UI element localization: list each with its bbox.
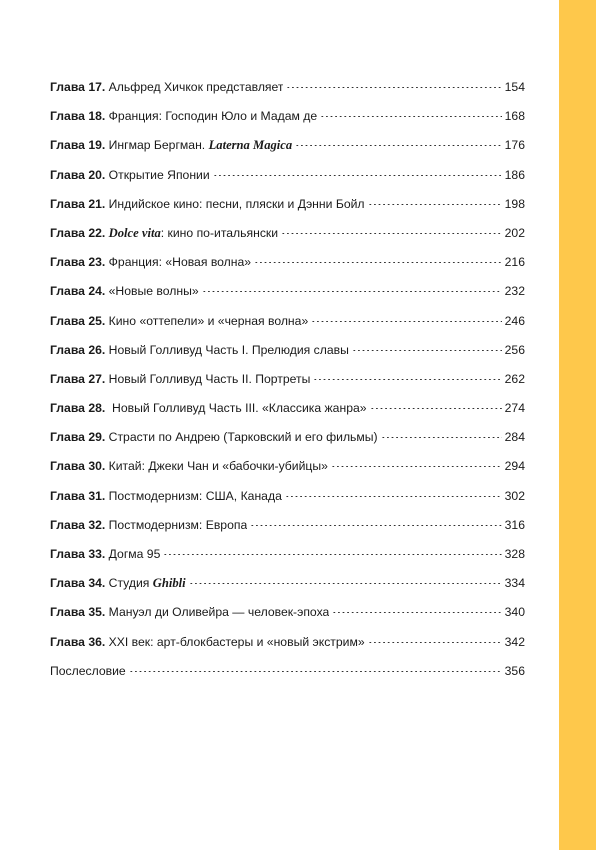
dot-leader bbox=[189, 583, 502, 584]
page-number: 256 bbox=[504, 342, 525, 357]
page-number: 356 bbox=[504, 663, 525, 678]
chapter-title: Послесловие bbox=[50, 663, 126, 678]
dot-leader bbox=[311, 321, 501, 322]
toc-entry-label bbox=[50, 336, 349, 365]
chapter-title: Догма 95 bbox=[105, 547, 161, 561]
toc-entry bbox=[50, 657, 525, 686]
toc-entry-label bbox=[50, 569, 186, 598]
chapter-number: Глава 20. bbox=[50, 167, 106, 182]
toc-entry bbox=[50, 452, 525, 481]
chapter-title: Франция: «Новая волна» bbox=[105, 255, 252, 270]
page-number: 186 bbox=[504, 167, 525, 182]
chapter-number: Глава 35. bbox=[50, 605, 106, 620]
toc-entry bbox=[50, 540, 525, 569]
chapter-number: Глава 34. bbox=[50, 576, 106, 591]
chapter-number: Глава 30. bbox=[50, 459, 106, 474]
table-of-contents bbox=[50, 73, 525, 686]
page-number: 316 bbox=[504, 517, 525, 532]
dot-leader bbox=[331, 466, 502, 467]
toc-entry bbox=[50, 277, 525, 306]
chapter-number: Глава 22. bbox=[50, 225, 106, 240]
page-number: 176 bbox=[504, 138, 525, 153]
toc-entry bbox=[50, 569, 525, 598]
chapter-title: Новый Голливуд Часть III. «Классика жанра» bbox=[105, 401, 367, 416]
chapter-number: Глава 31. bbox=[50, 488, 106, 503]
chapter-title: Постмодернизм: Европа bbox=[105, 517, 248, 532]
dot-leader bbox=[285, 496, 502, 497]
toc-entry-label bbox=[50, 190, 365, 219]
toc-entry bbox=[50, 598, 525, 627]
toc-entry bbox=[50, 628, 525, 657]
dot-leader bbox=[368, 204, 502, 205]
toc-entry bbox=[50, 482, 525, 511]
toc-entry-label bbox=[50, 102, 317, 131]
toc-entry bbox=[50, 365, 525, 394]
toc-entry-label bbox=[50, 307, 308, 336]
chapter-number: Глава 33. bbox=[50, 547, 106, 561]
toc-entry-label bbox=[50, 452, 328, 481]
toc-entry bbox=[50, 248, 525, 277]
page-number: 246 bbox=[504, 313, 525, 328]
toc-entry bbox=[50, 423, 525, 452]
page-number: 198 bbox=[504, 196, 525, 211]
chapter-title: Новый Голливуд Часть I. Прелюдия славы bbox=[105, 342, 349, 357]
page-number: 284 bbox=[504, 430, 525, 445]
chapter-title: : кино по-итальянски bbox=[160, 225, 279, 240]
toc-entry-label bbox=[50, 365, 310, 394]
toc-entry bbox=[50, 190, 525, 219]
chapter-title: Франция: Господин Юло и Мадам де bbox=[105, 109, 318, 124]
chapter-title: Мануэл ди Оливейра — человек-эпоха bbox=[105, 605, 330, 620]
page-number: 274 bbox=[504, 401, 525, 416]
toc-entry-label bbox=[50, 598, 329, 627]
toc-entry bbox=[50, 307, 525, 336]
chapter-title: Ингмар Бергман. bbox=[105, 138, 209, 153]
page-number: 294 bbox=[504, 459, 525, 474]
dot-leader bbox=[163, 554, 501, 555]
chapter-title-emphasis: Ghibli bbox=[152, 576, 186, 591]
chapter-title: Новый Голливуд Часть II. Портреты bbox=[105, 371, 311, 386]
accent-stripe bbox=[559, 0, 596, 850]
chapter-title: XXI век: арт-блокбастеры и «новый экстрим» bbox=[105, 634, 365, 649]
page-number: 334 bbox=[504, 576, 525, 591]
chapter-title-emphasis: Laterna Magica bbox=[208, 138, 293, 153]
toc-entry-label bbox=[50, 219, 278, 248]
dot-leader bbox=[129, 671, 502, 672]
chapter-title: Открытие Японии bbox=[105, 167, 210, 182]
chapter-title-emphasis: Dolce vita bbox=[108, 225, 161, 240]
toc-entry-label bbox=[50, 628, 365, 657]
dot-leader bbox=[202, 291, 502, 292]
toc-entry bbox=[50, 219, 525, 248]
chapter-title: Студия bbox=[105, 576, 153, 591]
toc-entry-label bbox=[50, 540, 160, 569]
chapter-number: Глава 23. bbox=[50, 255, 106, 270]
dot-leader bbox=[286, 87, 501, 88]
chapter-number: Глава 36. bbox=[50, 634, 106, 649]
dot-leader bbox=[368, 642, 502, 643]
toc-entry-label bbox=[50, 423, 378, 452]
chapter-number: Глава 17. bbox=[50, 80, 106, 94]
toc-entry bbox=[50, 73, 525, 102]
dot-leader bbox=[352, 350, 502, 351]
dot-leader bbox=[370, 408, 502, 409]
toc-entry bbox=[50, 336, 525, 365]
page-number: 342 bbox=[504, 634, 525, 649]
page-number: 302 bbox=[504, 488, 525, 503]
toc-entry bbox=[50, 511, 525, 540]
toc-entry bbox=[50, 394, 525, 423]
page-number: 216 bbox=[504, 255, 525, 270]
chapter-title: «Новые волны» bbox=[105, 284, 199, 299]
toc-entry-label bbox=[50, 73, 283, 102]
toc-entry-label bbox=[50, 511, 247, 540]
toc-entry bbox=[50, 161, 525, 190]
chapter-title: Страсти по Андрею (Тарковский и его фильмы) bbox=[105, 430, 378, 445]
dot-leader bbox=[250, 525, 501, 526]
chapter-title: Постмодернизм: США, Канада bbox=[105, 488, 282, 503]
toc-entry-label bbox=[50, 482, 282, 511]
page-number: 262 bbox=[504, 371, 525, 386]
chapter-number: Глава 19. bbox=[50, 138, 106, 153]
chapter-number: Глава 25. bbox=[50, 313, 106, 328]
toc-entry-label bbox=[50, 277, 199, 306]
toc-entry bbox=[50, 102, 525, 131]
page-number: 328 bbox=[504, 547, 525, 561]
dot-leader bbox=[213, 175, 502, 176]
page-number: 232 bbox=[504, 284, 525, 299]
page-number: 154 bbox=[504, 80, 525, 94]
dot-leader bbox=[332, 612, 501, 613]
chapter-number: Глава 32. bbox=[50, 517, 106, 532]
chapter-title: Индийское кино: песни, пляски и Дэнни Бойл bbox=[105, 196, 365, 211]
chapter-number: Глава 21. bbox=[50, 196, 106, 211]
dot-leader bbox=[295, 145, 501, 146]
toc-entry-label bbox=[50, 394, 367, 423]
toc-entry bbox=[50, 131, 525, 160]
chapter-number: Глава 28. bbox=[50, 401, 106, 416]
dot-leader bbox=[313, 379, 501, 380]
chapter-title: Кино «оттепели» и «черная волна» bbox=[105, 313, 309, 328]
toc-entry-label bbox=[50, 131, 292, 160]
chapter-title: Альфред Хичкок представляет bbox=[105, 80, 284, 94]
chapter-number: Глава 18. bbox=[50, 109, 106, 124]
chapter-number: Глава 24. bbox=[50, 284, 106, 299]
chapter-title: Китай: Джеки Чан и «бабочки-убийцы» bbox=[105, 459, 328, 474]
toc-entry-label bbox=[50, 248, 251, 277]
page-number: 340 bbox=[504, 605, 525, 620]
dot-leader bbox=[320, 116, 502, 117]
toc-entry-label bbox=[50, 657, 126, 686]
dot-leader bbox=[281, 233, 502, 234]
chapter-number: Глава 29. bbox=[50, 430, 106, 445]
dot-leader bbox=[381, 437, 502, 438]
chapter-number: Глава 27. bbox=[50, 371, 106, 386]
page-number: 168 bbox=[504, 109, 525, 124]
toc-entry-label bbox=[50, 161, 210, 190]
dot-leader bbox=[254, 262, 502, 263]
chapter-number: Глава 26. bbox=[50, 342, 106, 357]
page-number: 202 bbox=[504, 225, 525, 240]
